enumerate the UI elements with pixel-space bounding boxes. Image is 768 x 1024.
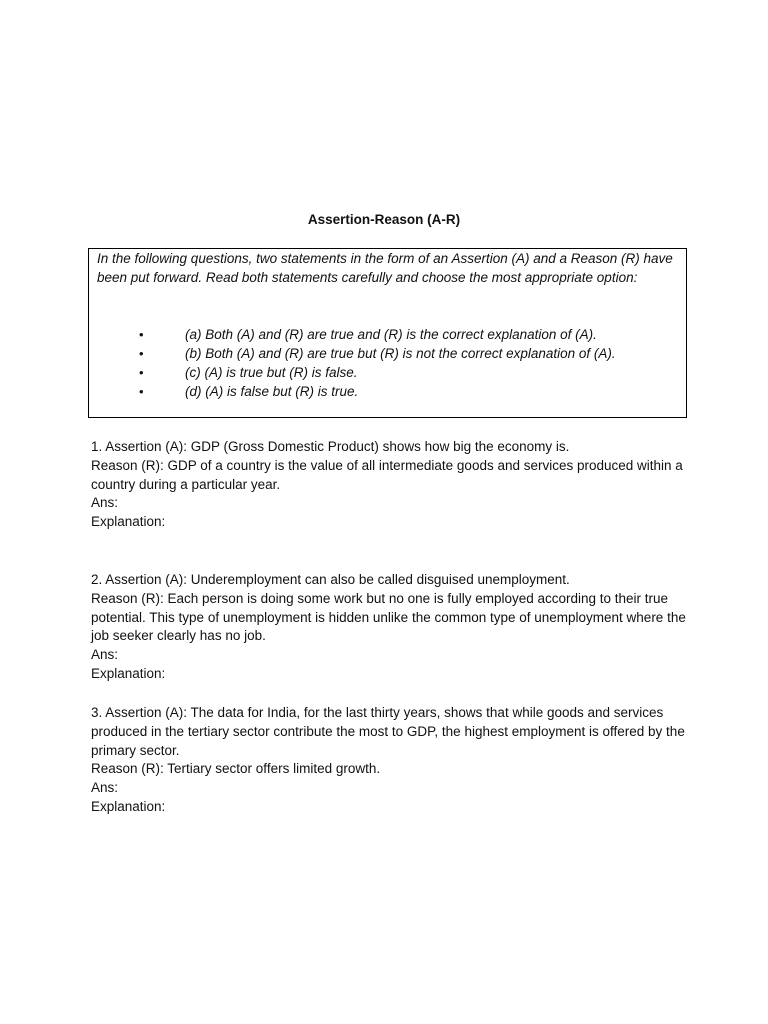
explanation-label: Explanation:: [91, 514, 166, 530]
option-text-a: (a) Both (A) and (R) are true and (R) is the correct explanation of (A).: [185, 327, 597, 342]
option-text-b: (b) Both (A) and (R) are true but (R) is not the correct explanation of (A).: [185, 346, 616, 361]
instructions-text: In the following questions, two statements in the form of an Assertion (A) and a Reason (R) have been put forward. Read both statements carefully and choose the most appropriate option:: [97, 251, 673, 285]
assertion-text: 3. Assertion (A): The data for India, for the last thirty years, shows that while goods and services produced in the tertiary sector contribute the most to GDP, the highest employment is offered by the primary sector.: [91, 705, 685, 758]
assertion-text: 1. Assertion (A): GDP (Gross Domestic Product) shows how big the economy is.: [91, 439, 570, 454]
explanation-label: Explanation:: [91, 798, 166, 814]
reason-text: Reason (R): GDP of a country is the value of all intermediate goods and services produced within a country during a particular year.: [91, 457, 683, 492]
option-item-a: [89, 325, 686, 344]
page-title: Assertion-Reason (A-R): [307, 212, 461, 227]
reason-text: Reason (R): Each person is doing some work but no one is fully employed according to their true potential. This type of unemployment is hidden unlike the common type of unemployment where the job seeker clearly has no job.: [91, 590, 686, 644]
option-item-c: [89, 363, 686, 382]
option-item-b: [89, 344, 686, 363]
bullet-icon: •: [139, 346, 144, 361]
question-3: [91, 704, 691, 817]
question-1: [91, 438, 691, 532]
option-text-c: (c) (A) is true but (R) is false.: [185, 365, 358, 380]
explanation-label: Explanation:: [91, 665, 166, 681]
answer-label: Ans:: [91, 495, 119, 511]
bullet-icon: •: [139, 327, 144, 342]
instructions-box: [88, 248, 687, 418]
option-item-d: [89, 382, 686, 401]
question-2: [91, 571, 691, 684]
options-list: [89, 325, 686, 401]
bullet-icon: •: [139, 384, 144, 399]
option-text-d: (d) (A) is false but (R) is true.: [185, 384, 359, 399]
answer-label: Ans:: [91, 780, 119, 796]
reason-text: Reason (R): Tertiary sector offers limited growth.: [91, 761, 381, 777]
answer-label: Ans:: [91, 647, 119, 663]
assertion-text: 2. Assertion (A): Underemployment can also be called disguised unemployment.: [91, 572, 570, 587]
bullet-icon: •: [139, 365, 144, 380]
